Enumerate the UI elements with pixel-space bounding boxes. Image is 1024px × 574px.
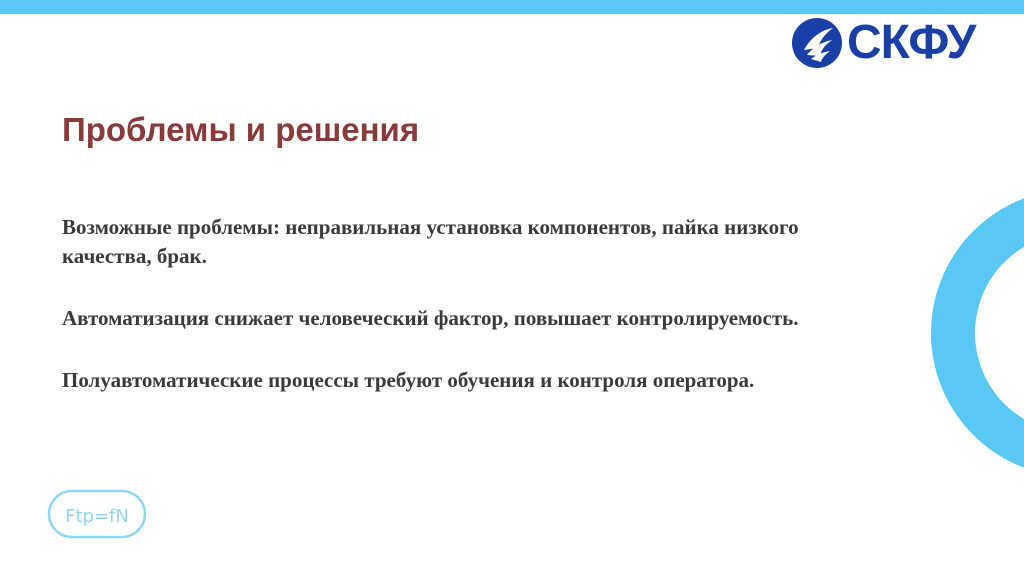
logo-text: СКФУ: [847, 16, 976, 69]
top-accent-bar: [0, 0, 1024, 14]
slide-title: Проблемы и решения: [62, 111, 420, 148]
body-paragraph: Автоматизация снижает человеческий фактор, повышает контролируемость.: [62, 306, 799, 330]
university-logo: [791, 18, 975, 68]
formula-stamp: [46, 488, 148, 540]
decorative-ring: [930, 188, 1024, 478]
slide-body: [62, 213, 822, 428]
body-paragraph: Возможные проблемы: неправильная установка компонентов, пайка низкого качества, брак.: [62, 215, 799, 268]
body-paragraph: Полуавтоматические процессы требуют обучения и контроля оператора.: [62, 368, 755, 392]
stamp-text: Ftp=fN: [65, 506, 129, 527]
wing-emblem-icon: [791, 17, 843, 69]
